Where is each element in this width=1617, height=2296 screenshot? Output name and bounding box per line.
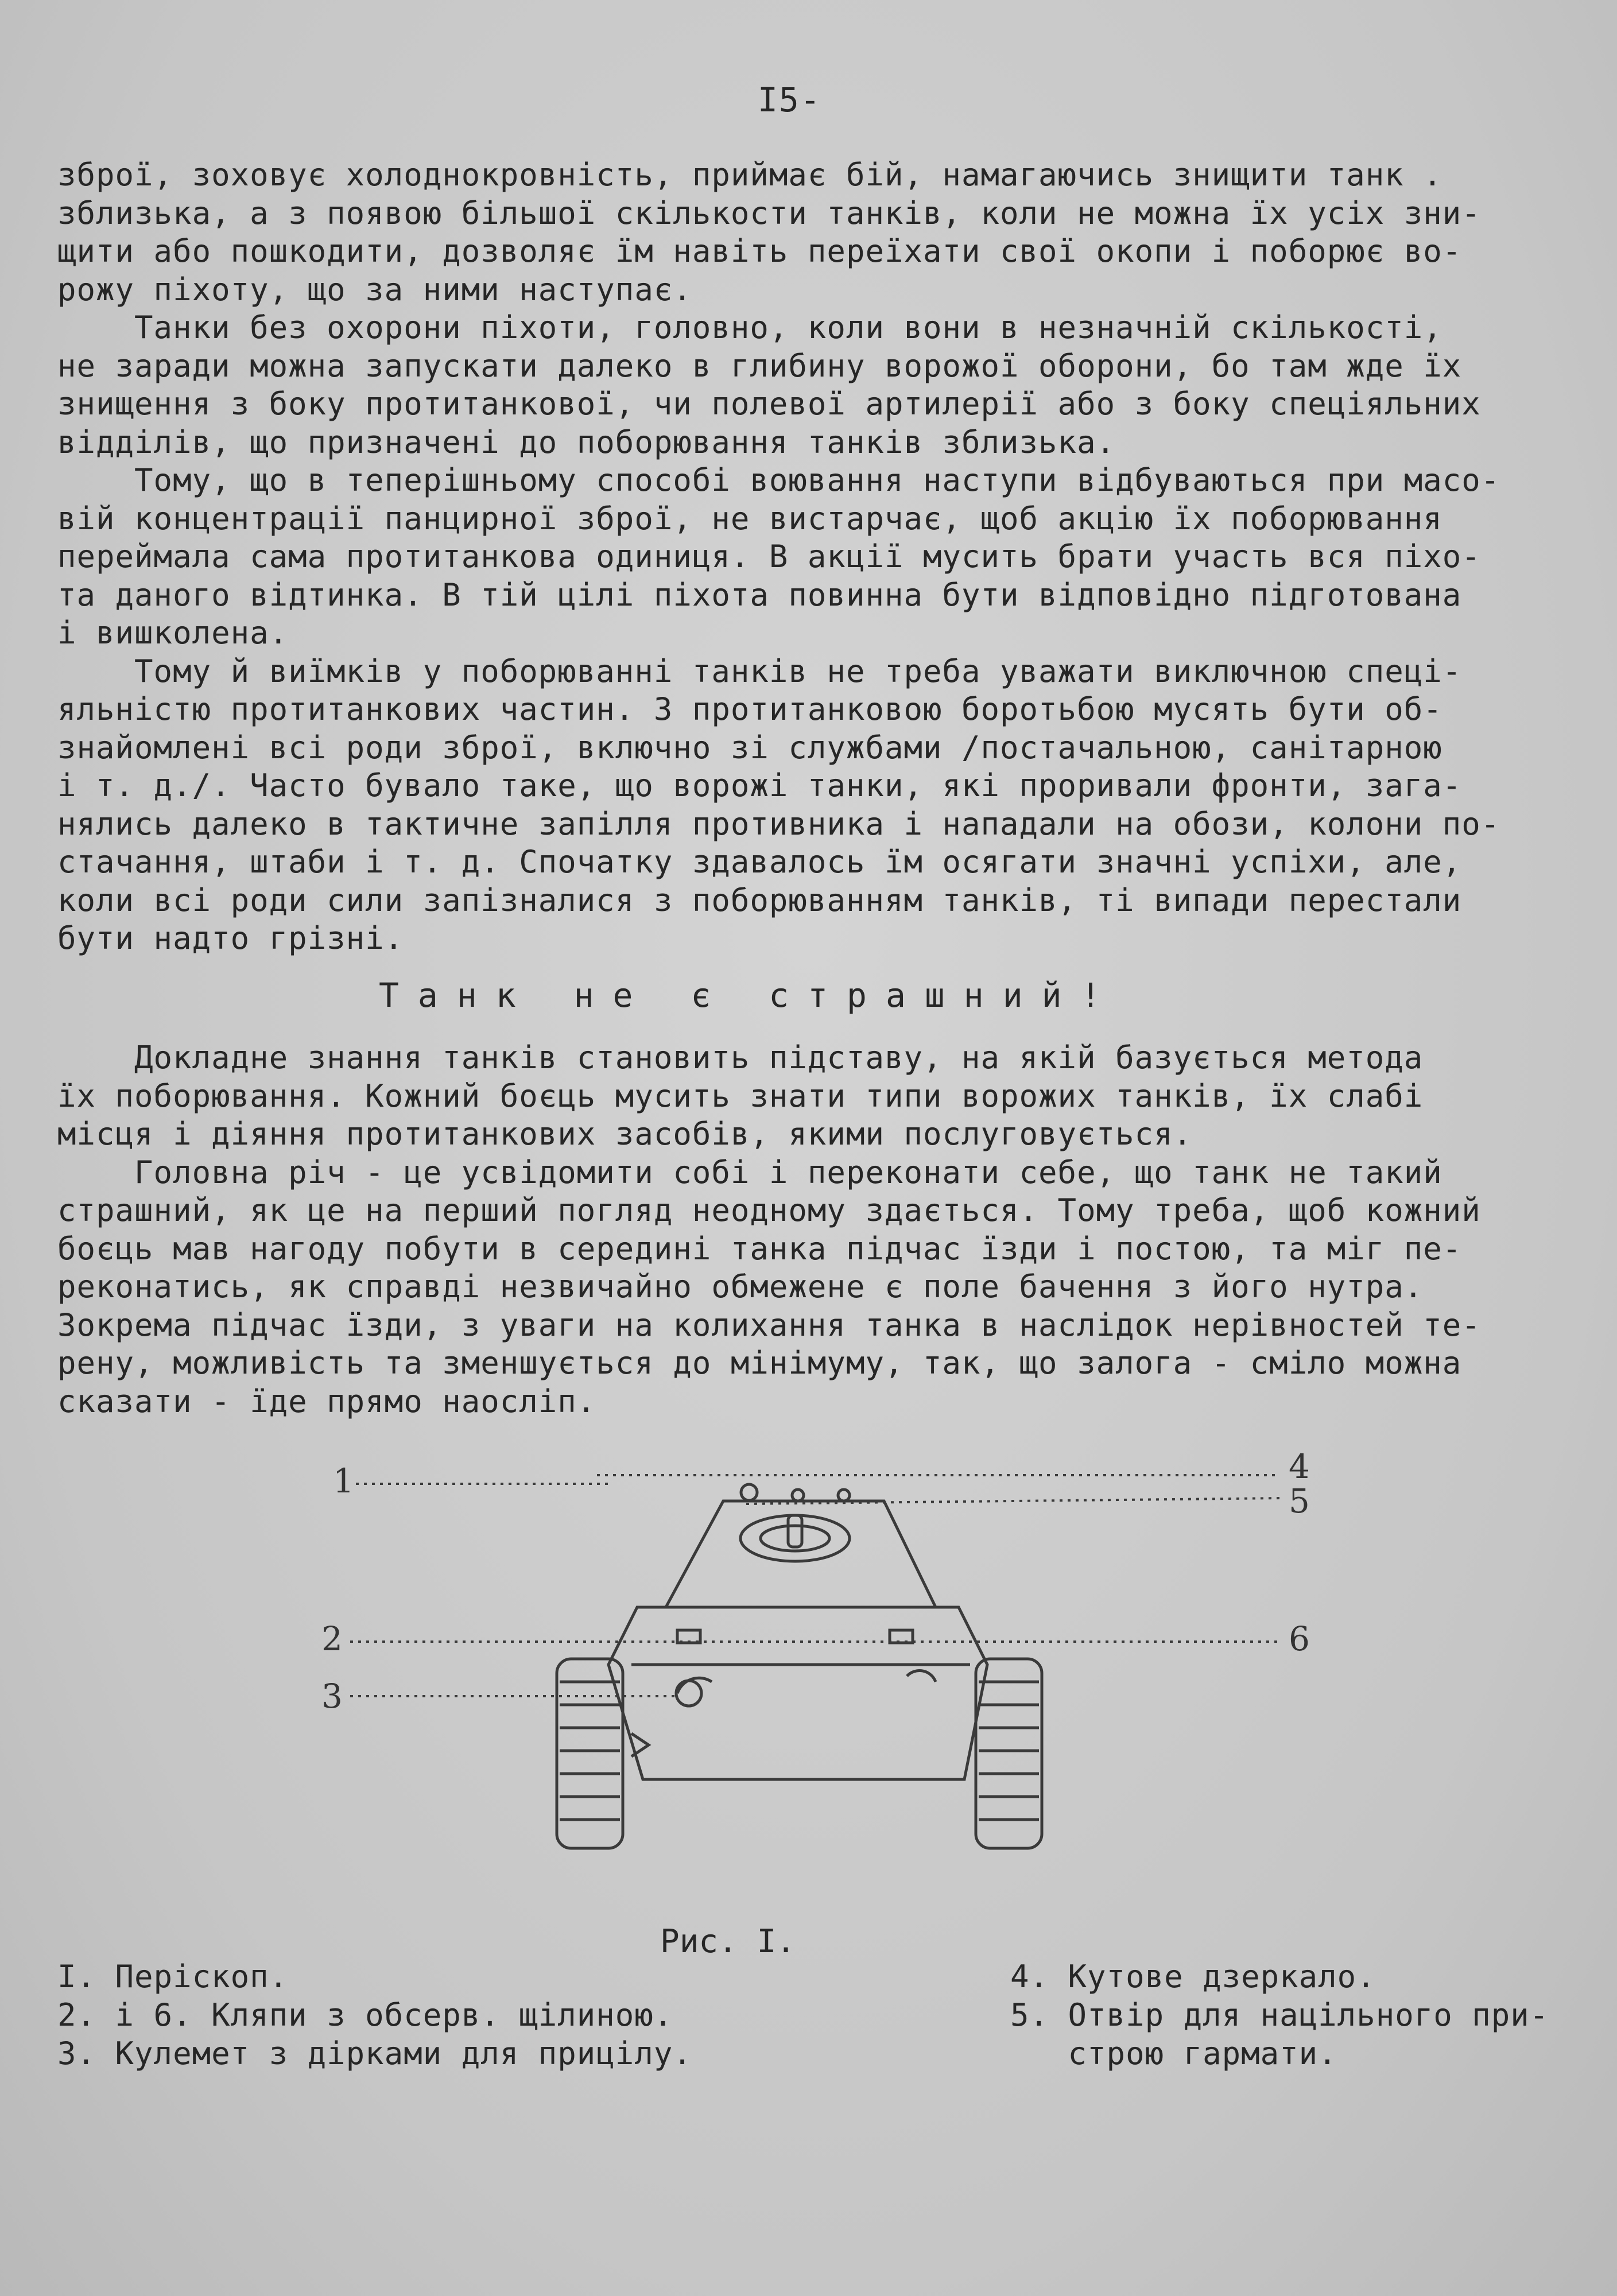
text-line: рену, можливість та зменшується до мінімуму, так, що залога - сміло можна [57, 1345, 1462, 1381]
hull-hatch-icon [907, 1671, 936, 1682]
text-line: страшний, як це на перший погляд неодному здається. Тому треба, щоб кожний [57, 1192, 1481, 1228]
text-line: Докладне знання танків становить підставу, на якій базується метода [57, 1040, 1424, 1076]
flap-right-icon [890, 1630, 913, 1643]
main-paragraphs [57, 156, 1573, 958]
legend-item: 3. Кулемет з дірками для прицілу. [57, 2035, 692, 2072]
tank-diagram [310, 1452, 1343, 1888]
cupola-icon [740, 1515, 850, 1561]
periscope-knob-icon [741, 1484, 757, 1500]
text-line: стачання, штаби і т. д. Спочатку здавалось їм осягати значні успіхи, але, [57, 844, 1462, 880]
figure-label-2: 2 [321, 1619, 343, 1658]
legend-right [1010, 1957, 1549, 2073]
hull-shape [608, 1607, 987, 1779]
legend-item: 2. і 6. Кляпи з обсерв. щілиною. [57, 1997, 673, 2033]
mirror-knob-icon [792, 1490, 804, 1501]
text-line: яльністю протитанкових частин. З протитанковою боротьбою мусять бути об- [57, 691, 1442, 727]
text-line: нялись далеко в тактичне запілля противника і нападали на обози, колони по- [57, 805, 1500, 842]
section-heading: Танк не є страшний! [379, 976, 1120, 1015]
text-line: рожу піхоту, що за ними наступає. [57, 271, 692, 308]
machine-gun-icon [676, 1681, 701, 1706]
text-line: бути надто грізні. [57, 920, 404, 956]
periscope-icon [788, 1515, 802, 1547]
text-line: Головна річ - це усвідомити собі і переконати себе, що танк не такий [57, 1154, 1442, 1190]
text-line: переймала сама протитанкова одиниця. В акції мусить брати участь вся піхо- [57, 538, 1481, 575]
text-line: реконатись, як справді незвичайно обмежене є поле бачення з його нутра. [57, 1269, 1424, 1305]
figure-label-6: 6 [1289, 1619, 1310, 1658]
right-track-links [979, 1682, 1039, 1820]
machine-gun-mount-icon [677, 1678, 712, 1693]
text-line: сказати - їде прямо наосліп. [57, 1383, 596, 1420]
text-line: не заради можна запускати далеко в глибину ворожої оборони, бо там жде їх [57, 347, 1462, 384]
left-track-links [560, 1682, 620, 1820]
text-line: і вишколена. [57, 615, 289, 651]
text-line: та даного відтинка. В тій цілі піхота повинна бути відповідно підготована [57, 576, 1462, 613]
text-line: Зокрема підчас їзди, з уваги на колихання танка в наслідок нерівностей те- [57, 1306, 1481, 1343]
text-line: боєць мав нагоду побути в середині танка підчас їзди і постою, та міг пе- [57, 1230, 1462, 1267]
text-line: зблизька, а з появою більшої скількости танків, коли не можна їх усіх зни- [57, 195, 1481, 231]
figure-label-4: 4 [1289, 1452, 1310, 1486]
figure-label-1: 1 [333, 1461, 354, 1500]
text-line: зброї, зоховує холоднокровність, приймає бій, намагаючись знищити танк . [57, 157, 1442, 193]
text-line: коли всі роди сили запізналися з поборюванням танків, ті випади перестали [57, 882, 1462, 918]
sight-knob-icon [838, 1490, 850, 1501]
text-line: Тому, що в теперішньому способі воювання наступи відбуваються при масо- [57, 462, 1500, 498]
legend-item: строю гармати. [1010, 2035, 1337, 2072]
legend-item: I. Періскоп. [57, 1958, 289, 1995]
text-line: відділів, що призначені до поборювання танків зблизька. [57, 424, 1116, 460]
legend-item: 4. Кутове дзеркало. [1010, 1958, 1376, 1995]
text-line: місця і діяння протитанкових засобів, якими послуговується. [57, 1116, 1193, 1152]
text-line: і т. д./. Часто бувало таке, що ворожі танки, які проривали фронти, зага- [57, 767, 1462, 804]
text-line: знищення з боку протитанкової, чи полевої артилерії або з боку спеціяльних [57, 386, 1481, 422]
second-paragraphs [57, 1039, 1573, 1421]
text-line: вій концентрації панцирної зброї, не вистарчає, щоб акцію їх поборювання [57, 500, 1442, 537]
text-line: їх поборювання. Кожний боєць мусить знати типи ворожих танків, їх слабі [57, 1077, 1424, 1114]
figure-label-5: 5 [1289, 1481, 1310, 1521]
text-line: Тому й виїмків у поборюванні танків не треба уважати виключною спеці- [57, 653, 1462, 689]
text-line: знайомлені всі роди зброї, включно зі службами /постачальною, санітарною [57, 729, 1442, 766]
page-number: I5- [758, 80, 821, 119]
figure-label-3: 3 [321, 1677, 343, 1716]
text-line: Танки без охорони піхоти, головно, коли вони в незначній скількості, [57, 309, 1442, 346]
text-line: щити або пошкодити, дозволяє їм навіть переїхати свої окопи і поборює во- [57, 233, 1462, 269]
legend-item: 5. Отвір для націльного при- [1010, 1997, 1549, 2033]
legend-left [57, 1957, 692, 2073]
figure-caption: Рис. I. [660, 1923, 796, 1960]
